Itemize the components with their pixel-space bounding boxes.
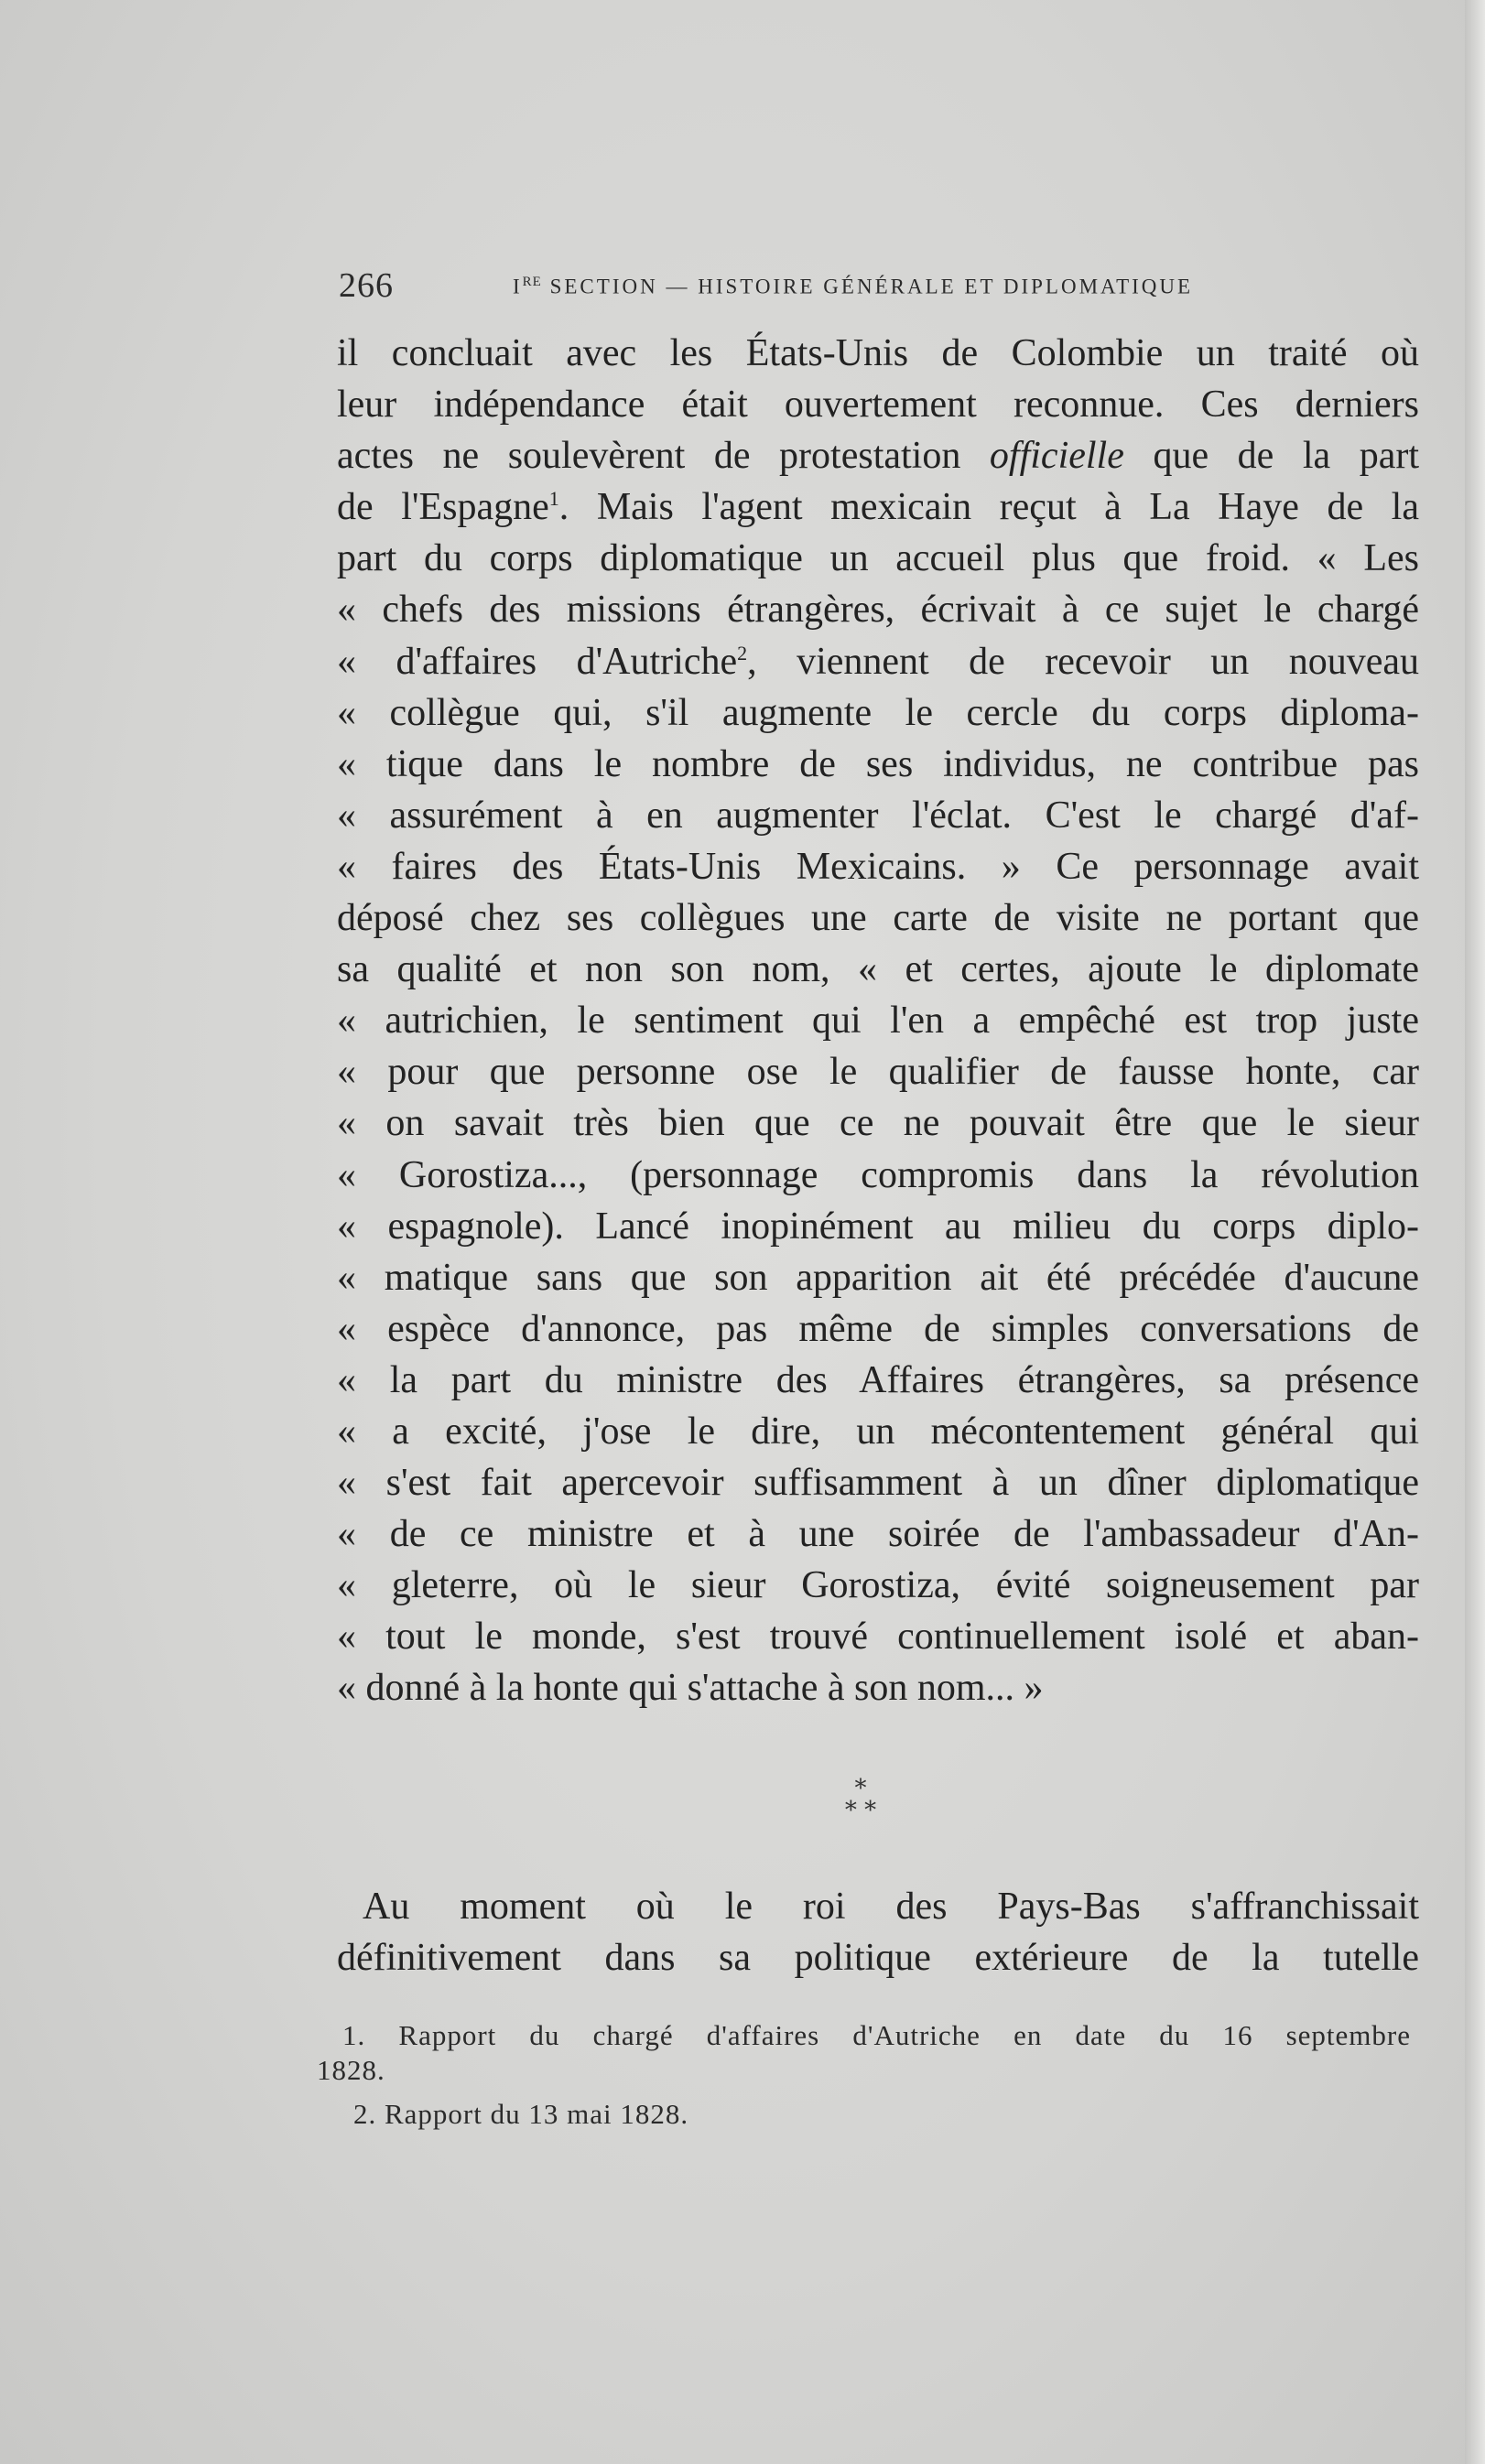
text-line: « matique sans que son apparition ait été précédée d'aucune <box>337 1256 1419 1299</box>
footnote-1 <box>317 2018 1411 2088</box>
text-line: « gleterre, où le sieur Gorostiza, évité soigneusement par <box>337 1564 1419 1607</box>
text-line: « espagnole). Lancé inopinément au milieu du corps diplo- <box>337 1205 1419 1248</box>
text-line: il concluait avec les États-Unis de Colombie un traité où <box>337 332 1419 374</box>
text-fragment: « d'affaires d'Autriche <box>337 640 738 683</box>
text-line: déposé chez ses collègues une carte de visite ne portant que <box>337 897 1419 940</box>
text-line <box>337 481 1419 533</box>
footnote-ref-2: 2 <box>737 641 748 665</box>
text-line: « autrichien, le sentiment qui l'en a empêché est trop juste <box>337 1000 1419 1043</box>
text-line: définitivement dans sa politique extérieure de la tutelle <box>337 1937 1419 1980</box>
text-line: « espèce d'annonce, pas même de simples conversations de <box>337 1307 1419 1350</box>
paragraph-2 <box>337 1881 1419 1983</box>
text-line: « Gorostiza..., (personnage compromis dans la révolution <box>337 1153 1419 1196</box>
text-line: « de ce ministre et à une soirée de l'ambassadeur d'An- <box>337 1513 1419 1556</box>
text-line: « donné à la honte qui s'attache à son nom... » <box>337 1667 1044 1710</box>
text-fragment: . Mais l'agent mexicain reçut à La Haye de la <box>558 486 1419 529</box>
text-line: leur indépendance était ouvertement reconnue. Ces derniers <box>337 384 1419 427</box>
footnote-2: 2. Rapport du 13 mai 1828. <box>353 2098 689 2130</box>
italic-word: officielle <box>989 435 1124 478</box>
text-line: « assurément à en augmenter l'éclat. C'est le chargé d'af- <box>337 794 1419 837</box>
text-line: sa qualité et non son nom, « et certes, ajoute le diplomate <box>337 948 1419 991</box>
text-line <box>337 636 1419 687</box>
footnotes <box>317 2018 1411 2132</box>
text-line: « pour que personne ose le qualifier de fausse honte, car <box>337 1051 1419 1094</box>
section-number: I <box>513 275 523 298</box>
footnote-1-text: 1. Rapport du chargé d'affaires d'Autriche en date du 16 septembre <box>342 2019 1411 2051</box>
text-fragment: , viennent de recevoir un nouveau <box>747 640 1419 683</box>
asterism-top: * <box>854 1775 867 1802</box>
text-fragment: que de la part <box>1153 435 1420 478</box>
section-break-asterism <box>824 1775 897 1824</box>
text-fragment: actes ne soulevèrent de protestation <box>337 435 961 478</box>
text-line: « la part du ministre des Affaires étrangères, sa présence <box>337 1358 1419 1401</box>
text-line: part du corps diplomatique un accueil plus que froid. « Les <box>337 537 1419 580</box>
paragraph-1 <box>337 328 1419 1714</box>
text-line: « collègue qui, s'il augmente le cercle du corps diploma- <box>337 691 1419 734</box>
text-line: « tout le monde, s'est trouvé continuellement isolé et aban- <box>337 1616 1419 1659</box>
text-line: « s'est fait apercevoir suffisamment à un dîner diplomatique <box>337 1462 1419 1505</box>
text-line: « tique dans le nombre de ses individus, ne contribue pas <box>337 742 1419 785</box>
running-head <box>513 275 1193 299</box>
text-line <box>337 430 1419 481</box>
text-line: « chefs des missions étrangères, écrivait à ce sujet le chargé <box>337 589 1419 632</box>
text-line: « on savait très bien que ce ne pouvait être que le sieur <box>337 1102 1419 1145</box>
section-title: SECTION — HISTOIRE GÉNÉRALE ET DIPLOMATIQUE <box>549 275 1194 298</box>
footnote-ref-1: 1 <box>548 487 559 511</box>
text-line: « a excité, j'ose le dire, un mécontentement général qui <box>337 1410 1419 1453</box>
page-number: 266 <box>339 266 394 305</box>
page-edge-shadow <box>1465 0 1485 2464</box>
page-header <box>339 265 1273 311</box>
asterism-bottom: * * <box>844 1797 877 1824</box>
text-fragment: de l'Espagne <box>337 486 549 529</box>
footnote-1-continuation: 1828. <box>317 2054 385 2086</box>
section-number-superscript: RE <box>522 275 542 289</box>
text-line: Au moment où le roi des Pays-Bas s'affranchissait <box>363 1886 1419 1928</box>
text-line: « faires des États-Unis Mexicains. » Ce personnage avait <box>337 845 1419 888</box>
